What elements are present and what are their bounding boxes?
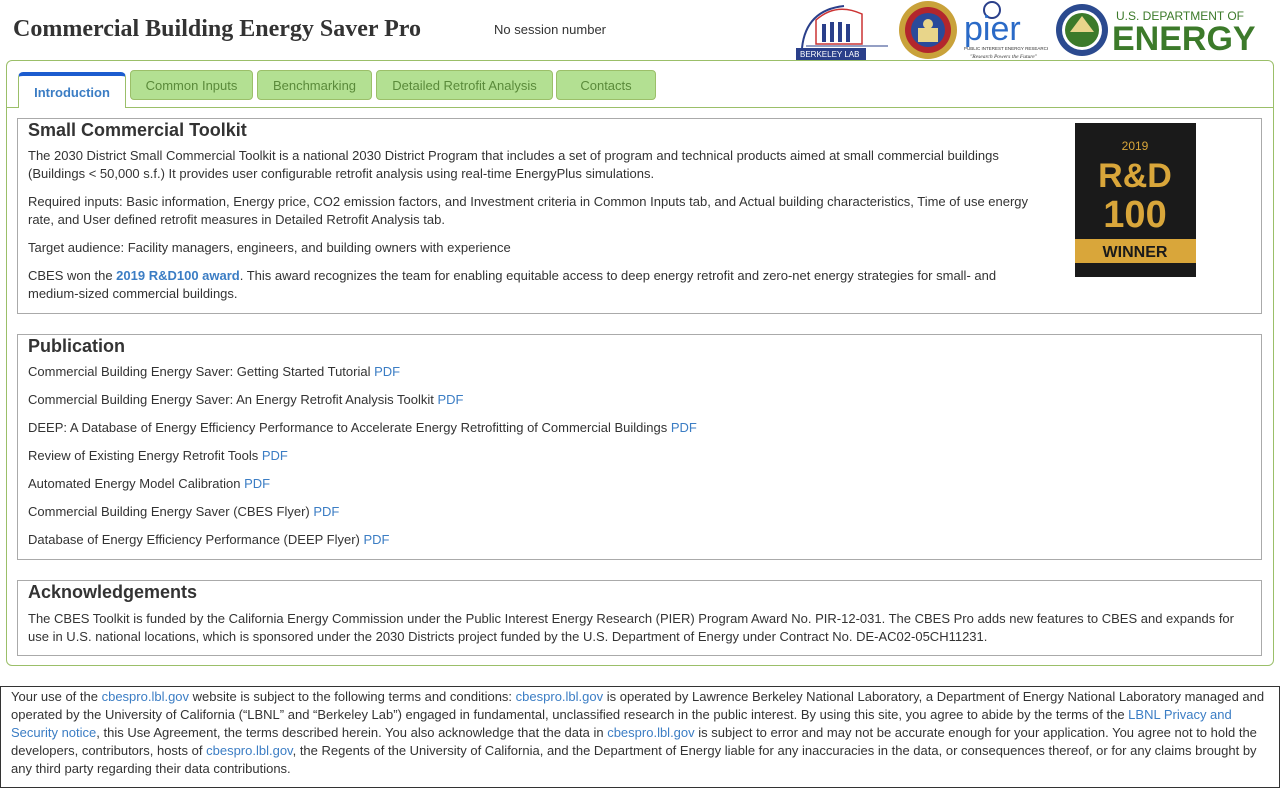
sponsor-logos xyxy=(796,0,1266,60)
section-title: Publication xyxy=(28,336,126,356)
pdf-link[interactable]: PDF xyxy=(261,448,288,463)
berkeley-lab-logo[interactable] xyxy=(796,0,892,60)
pdf-link[interactable]: PDF xyxy=(374,364,401,379)
pdf-link[interactable]: PDF xyxy=(363,532,390,547)
tab-benchmarking[interactable]: Benchmarking xyxy=(257,70,372,100)
publication-item: DEEP: A Database of Energy Efficiency Performance to Accelerate Energy Retrofitting of Commercial Buildings PDF xyxy=(28,420,697,435)
publication-item: Database of Energy Efficiency Performance (DEEP Flyer) PDF xyxy=(28,532,390,547)
section-title: Small Commercial Toolkit xyxy=(28,120,247,140)
cbespro-link[interactable]: cbespro.lbl.gov xyxy=(607,725,695,740)
svg-text:PUBLIC INTEREST ENERGY RESEARC: PUBLIC INTEREST ENERGY RESEARCH xyxy=(964,46,1048,51)
svg-text:"Research Powers the Future": "Research Powers the Future" xyxy=(970,54,1037,60)
terms-text: Your use of the cbespro.lbl.gov website is subject to the following terms and conditions: cbespro.lbl.gov is operated by Lawrence Berkeley National Laboratory, a Department of Energy National Laboratory managed and operated by the University of California (“LBNL” and “Berkeley Lab”) engaged in fundamental, unclassified research in the public interest. By using this site, you agree to abide by the terms of the LBNL Privacy and Security notice, this Use Agreement, the terms described herein. You also acknowledge that the data in cbespro.lbl.gov is subject to error and may not be accurate enough for your application. You agree not to hold the developers, contributors, hosts of cbespro.lbl.gov, the Regents of the University of California, and the Department of Energy liable for any inaccuracies in the data, or consequences thereof, or for any claims brought by any third party regarding their data contributions. xyxy=(11,689,1265,776)
toolkit-section xyxy=(17,118,1262,314)
cec-seal-logo[interactable] xyxy=(894,0,962,60)
svg-text:R&D: R&D xyxy=(1098,157,1172,195)
pdf-link[interactable]: PDF xyxy=(437,392,464,407)
rd100-award-link[interactable]: 2019 R&D100 award xyxy=(116,268,240,283)
svg-text:BERKELEY LAB: BERKELEY LAB xyxy=(800,50,860,59)
cbespro-link[interactable]: cbespro.lbl.gov xyxy=(206,743,293,758)
tab-detailed-retrofit-analysis[interactable]: Detailed Retrofit Analysis xyxy=(376,70,553,100)
doe-logo[interactable] xyxy=(1054,0,1266,60)
publication-item: Commercial Building Energy Saver (CBES Flyer) PDF xyxy=(28,504,340,519)
tab-bar xyxy=(7,61,1273,108)
publication-item: Commercial Building Energy Saver: An Energy Retrofit Analysis Toolkit PDF xyxy=(28,392,464,407)
tab-introduction[interactable]: Introduction xyxy=(18,72,126,108)
publication-item: Review of Existing Energy Retrofit Tools PDF xyxy=(28,448,288,463)
svg-text:100: 100 xyxy=(1103,194,1167,236)
svg-text:WINNER: WINNER xyxy=(1102,244,1168,261)
page-header xyxy=(0,0,1280,60)
publication-section xyxy=(17,334,1262,560)
cbespro-link[interactable]: cbespro.lbl.gov xyxy=(515,689,604,704)
publication-item: Automated Energy Model Calibration PDF xyxy=(28,476,271,491)
pdf-link[interactable]: PDF xyxy=(670,420,697,435)
tab-common-inputs[interactable]: Common Inputs xyxy=(130,70,253,100)
publication-item: Commercial Building Energy Saver: Getting Started Tutorial PDF xyxy=(28,364,401,379)
session-number: No session number xyxy=(494,22,606,37)
section-title: Acknowledgements xyxy=(28,582,198,602)
toolkit-target-audience: Target audience: Facility managers, engineers, and building owners with experience xyxy=(28,240,511,255)
app-title: Commercial Building Energy Saver Pro xyxy=(13,16,421,42)
main-panel xyxy=(6,60,1274,666)
svg-text:2019: 2019 xyxy=(1121,139,1149,153)
pdf-link[interactable]: PDF xyxy=(313,504,340,519)
acknowledgements-section xyxy=(17,580,1262,656)
pier-logo[interactable] xyxy=(962,0,1048,60)
svg-text:ENERGY: ENERGY xyxy=(1112,20,1256,58)
pdf-link[interactable]: PDF xyxy=(244,476,271,491)
tab-contacts[interactable]: Contacts xyxy=(556,70,656,100)
terms-footer xyxy=(0,686,1280,788)
svg-text:U.S. DEPARTMENT OF: U.S. DEPARTMENT OF xyxy=(1116,9,1245,23)
cbespro-link[interactable]: cbespro.lbl.gov xyxy=(101,689,190,704)
acknowledgements-text: The CBES Toolkit is funded by the California Energy Commission under the Public Interest Energy Research (PIER) Program Award No. PIR-12-031. The CBES Pro adds new features to CBES and expands for use in U.S. national locations, which is sponsored under the 2030 Districts project funded by the U.S. Department of Energy under Contract No. DE-AC02-05CH11231. xyxy=(28,611,1234,644)
toolkit-award-text: CBES won the 2019 R&D100 award. This award recognizes the team for enabling equitable access to deep energy retrofit and zero-net energy strategies for small- and medium-sized commercial buildings. xyxy=(28,268,997,301)
toolkit-required-inputs: Required inputs: Basic information, Energy price, CO2 emission factors, and Investment criteria in Common Inputs tab, and Actual building characteristics, Time of use energy rate, and User defined retrofit measures in Detailed Retrofit Analysis tab. xyxy=(28,194,1029,227)
rd100-winner-badge xyxy=(1075,123,1196,277)
svg-text:pier: pier xyxy=(964,10,1021,48)
toolkit-description: The 2030 District Small Commercial Toolkit is a national 2030 District Program that includes a set of program and technical products aimed at small commercial buildings (Buildings < 50,000 s.f.) It provides user configurable retrofit analysis using real-time EnergyPlus simulations. xyxy=(28,148,999,181)
lbnl-privacy-link[interactable]: LBNL Privacy and Security notice xyxy=(11,707,1232,740)
